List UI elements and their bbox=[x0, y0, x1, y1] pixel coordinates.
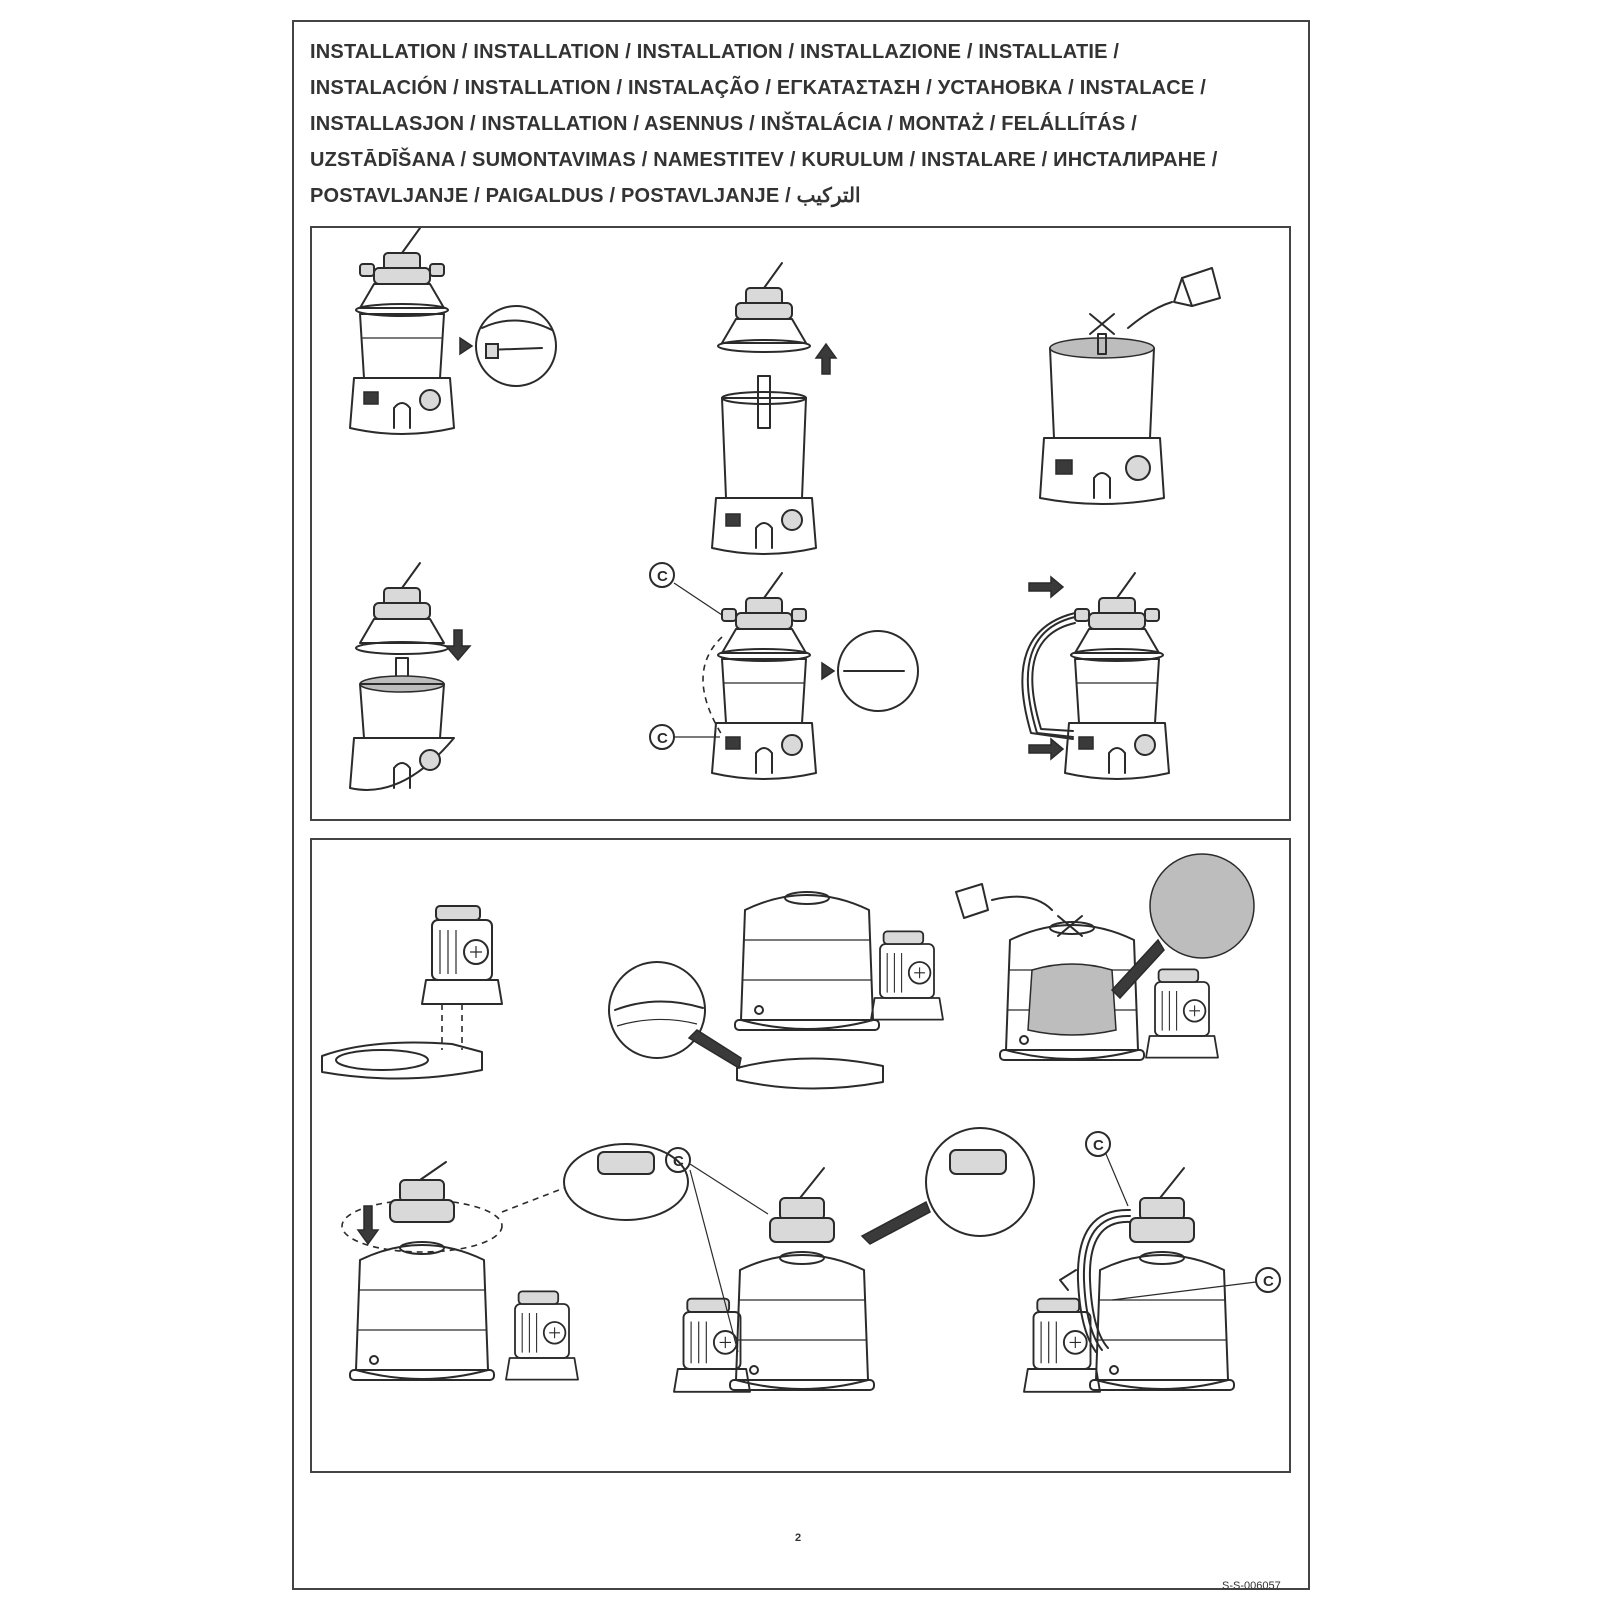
step-5-check-clamp bbox=[650, 563, 918, 779]
step-5-secure-clamp bbox=[666, 1128, 1034, 1392]
callout-c-label: C bbox=[657, 568, 668, 585]
step-3-fill-tank-media bbox=[956, 854, 1254, 1060]
title-line-5: POSTAVLJANJE / PAIGALDUS / POSTAVLJANJE / التركيب bbox=[310, 185, 861, 207]
installation-panel-large-filter bbox=[310, 838, 1291, 1473]
step-6-connect-hoses bbox=[1022, 573, 1169, 779]
callout-c-label: C bbox=[673, 1153, 684, 1170]
title-line-4: UZSTĀDĪŠANA / SUMONTAVIMAS / NAMESTITEV / KURULUM / INSTALARE / ИНСТАЛИРАНЕ / bbox=[310, 149, 1218, 171]
callout-c-label: C bbox=[1263, 1273, 1274, 1290]
step-1-mount-pump-on-base bbox=[322, 906, 502, 1079]
installation-panel-small-filter bbox=[310, 226, 1291, 821]
step-1-filter-assembled bbox=[350, 228, 556, 434]
large-filter-steps-illustration bbox=[312, 840, 1293, 1475]
callout-c-label: C bbox=[1093, 1137, 1104, 1154]
step-2-place-tank-on-base bbox=[609, 892, 943, 1089]
document-code: S-S-006057 bbox=[1222, 1580, 1281, 1592]
callout-c-label: C bbox=[657, 730, 668, 747]
small-filter-steps-illustration bbox=[312, 228, 1293, 823]
installation-title-block bbox=[310, 34, 1300, 214]
title-line-2: INSTALACIÓN / INSTALLATION / INSTALAÇÃO / ΕΓΚΑΤΑΣΤΑΣΗ / УСТАНОВКА / INSTALACE / bbox=[310, 77, 1206, 99]
title-line-3: INSTALLASJON / INSTALLATION / ASENNUS / INŠTALÁCIA / MONTAŻ / FELÁLLÍTÁS / bbox=[310, 113, 1137, 135]
step-6-connect-hose bbox=[1024, 1132, 1280, 1392]
title-line-1: INSTALLATION / INSTALLATION / INSTALLATION / INSTALLAZIONE / INSTALLATIE / bbox=[310, 41, 1120, 63]
step-4-install-valve-on-tank bbox=[342, 1144, 688, 1380]
page-number: 2 bbox=[795, 1532, 802, 1544]
step-3-fill-filter-media bbox=[1040, 268, 1220, 504]
step-4-reinstall-valve bbox=[350, 563, 470, 790]
step-2-remove-valve bbox=[712, 263, 836, 554]
